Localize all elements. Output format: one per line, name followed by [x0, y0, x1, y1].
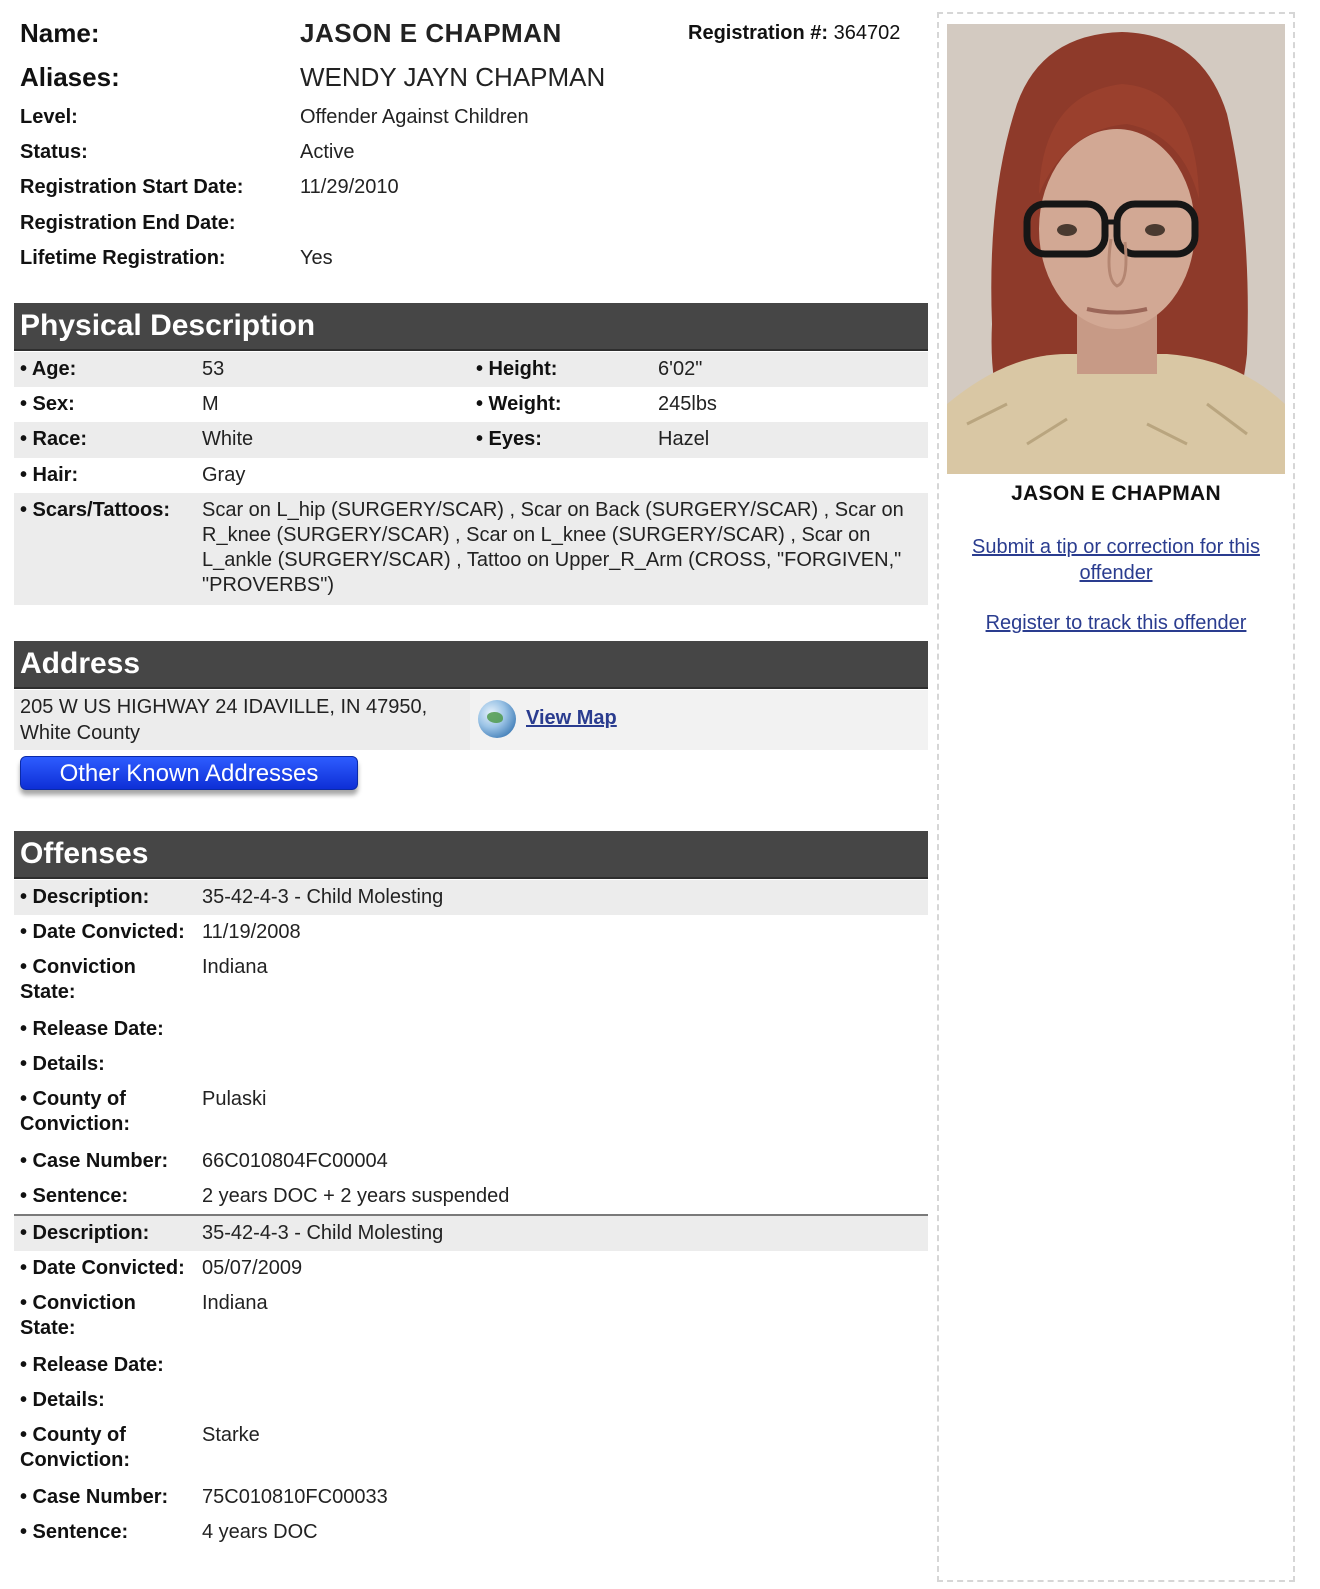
sentence-label: • Sentence:: [20, 1521, 129, 1543]
offense-1-release-row: [14, 1012, 928, 1047]
date-convicted-value: 05/07/2009: [202, 1257, 303, 1279]
offender-photo: [947, 24, 1285, 474]
registration-label: Registration #:: [688, 22, 829, 44]
offense-1-sentence-row: [14, 1179, 928, 1214]
description-label: • Description:: [20, 1222, 150, 1244]
offender-sidebar: [937, 12, 1295, 1582]
offense-2-description-row: [14, 1216, 928, 1251]
details-label: • Details:: [20, 1389, 105, 1411]
eyes-value: Hazel: [658, 428, 710, 450]
description-value: 35-42-4-3 - Child Molesting: [202, 1222, 444, 1244]
scars-line: R_knee (SURGERY/SCAR) , Scar on L_knee (SURGERY/SCAR) , Scar on: [202, 524, 871, 546]
address-header: Address: [14, 641, 928, 689]
eyes-label: • Eyes:: [476, 428, 542, 450]
weight-label: • Weight:: [476, 393, 562, 415]
offense-2-sentence-row: [14, 1515, 928, 1550]
case-number-value: 75C010810FC00033: [202, 1486, 388, 1508]
offenses-header: Offenses: [14, 831, 928, 879]
lifetime-value: Yes: [300, 247, 333, 269]
registration-end-label: Registration End Date:: [20, 212, 236, 234]
height-label: • Height:: [476, 358, 558, 380]
registration-start-label: Registration Start Date:: [20, 176, 244, 198]
physical-row-age: [14, 352, 928, 387]
offense-1-details-row: [14, 1047, 928, 1082]
map-cell: [470, 690, 928, 750]
offense-1-state-row: [14, 950, 928, 1012]
offense-2-state-row: [14, 1286, 928, 1348]
conviction-state-label-2: State:: [20, 981, 76, 1003]
date-convicted-label: • Date Convicted:: [20, 1257, 185, 1279]
register-track-link[interactable]: Register to track this offender: [985, 612, 1247, 634]
case-number-label: • Case Number:: [20, 1150, 169, 1172]
conviction-state-label-2: State:: [20, 1317, 76, 1339]
lifetime-label: Lifetime Registration:: [20, 247, 226, 269]
offense-2-details-row: [14, 1383, 928, 1418]
offense-2-date-row: [14, 1251, 928, 1286]
registration-value: 364702: [833, 22, 901, 44]
details-label: • Details:: [20, 1053, 105, 1075]
date-convicted-value: 11/19/2008: [202, 921, 301, 943]
offense-1-county-row: [14, 1082, 928, 1144]
conviction-state-label: • Conviction: [20, 956, 136, 978]
description-label: • Description:: [20, 886, 150, 908]
hair-value: Gray: [202, 464, 246, 486]
county-label: • County of: [20, 1088, 126, 1110]
physical-row-scars: [14, 493, 928, 605]
conviction-state-label: • Conviction: [20, 1292, 136, 1314]
scars-label: • Scars/Tattoos:: [20, 499, 170, 521]
sex-value: M: [202, 393, 219, 415]
scars-line: Scar on L_hip (SURGERY/SCAR) , Scar on Back (SURGERY/SCAR) , Scar on: [202, 499, 904, 521]
level-label: Level:: [20, 106, 78, 128]
county-label: • County of: [20, 1424, 126, 1446]
county-label-2: Conviction:: [20, 1113, 130, 1135]
name-label: Name:: [20, 18, 100, 48]
case-number-value: 66C010804FC00004: [202, 1150, 388, 1172]
physical-row-race: [14, 422, 928, 458]
aliases-value: WENDY JAYN CHAPMAN: [300, 62, 606, 92]
physical-description-header: Physical Description: [14, 303, 928, 351]
sex-label: • Sex:: [20, 393, 75, 415]
globe-icon[interactable]: [478, 700, 516, 738]
race-value: White: [202, 428, 254, 450]
offender-photo-image: [947, 24, 1285, 474]
county-value: Starke: [202, 1424, 260, 1446]
race-label: • Race:: [20, 428, 88, 450]
date-convicted-label: • Date Convicted:: [20, 921, 185, 943]
address-row: [14, 690, 928, 750]
status-value: Active: [300, 141, 355, 163]
county-label-2: Conviction:: [20, 1449, 130, 1471]
sidebar-offender-name: JASON E CHAPMAN: [1011, 482, 1221, 505]
physical-row-sex: [14, 387, 928, 422]
age-value: 53: [202, 358, 225, 380]
offense-2-county-row: [14, 1418, 928, 1480]
offense-1-case-row: [14, 1144, 928, 1179]
sentence-label: • Sentence:: [20, 1185, 129, 1207]
status-label: Status:: [20, 141, 88, 163]
other-known-addresses-button[interactable]: Other Known Addresses: [20, 756, 358, 790]
age-label: • Age:: [20, 358, 77, 380]
submit-tip-line-2[interactable]: offender: [1079, 562, 1153, 584]
level-value: Offender Against Children: [300, 106, 529, 128]
offense-2-release-row: [14, 1348, 928, 1383]
submit-tip-link[interactable]: [953, 534, 1279, 586]
scars-line: L_ankle (SURGERY/SCAR) , Tattoo on Upper_R_Arm (CROSS, "FORGIVEN,": [202, 549, 902, 571]
conviction-state-value: Indiana: [202, 956, 268, 978]
offender-name: JASON E CHAPMAN: [300, 18, 562, 48]
offense-1-description-row: [14, 880, 928, 915]
hair-label: • Hair:: [20, 464, 79, 486]
address-line-2: White County: [20, 722, 141, 744]
address-text: [20, 694, 460, 746]
scars-line: "PROVERBS"): [202, 574, 335, 596]
sentence-value: 2 years DOC + 2 years suspended: [202, 1185, 510, 1207]
release-date-label: • Release Date:: [20, 1354, 164, 1376]
county-value: Pulaski: [202, 1088, 267, 1110]
weight-value: 245lbs: [658, 393, 717, 415]
case-number-label: • Case Number:: [20, 1486, 169, 1508]
offense-2-case-row: [14, 1480, 928, 1515]
submit-tip-line-1[interactable]: Submit a tip or correction for this: [972, 536, 1260, 558]
description-value: 35-42-4-3 - Child Molesting: [202, 886, 444, 908]
physical-row-hair: [14, 458, 928, 493]
aliases-label: Aliases:: [20, 62, 120, 92]
release-date-label: • Release Date:: [20, 1018, 164, 1040]
registration-number: [688, 22, 900, 45]
sentence-value: 4 years DOC: [202, 1521, 318, 1543]
offense-1-date-row: [14, 915, 928, 950]
view-map-link[interactable]: View Map: [526, 707, 617, 729]
registration-start-value: 11/29/2010: [300, 176, 399, 198]
address-line-1: 205 W US HIGHWAY 24 IDAVILLE, IN 47950,: [20, 696, 428, 718]
conviction-state-value: Indiana: [202, 1292, 268, 1314]
height-value: 6'02": [658, 358, 703, 380]
